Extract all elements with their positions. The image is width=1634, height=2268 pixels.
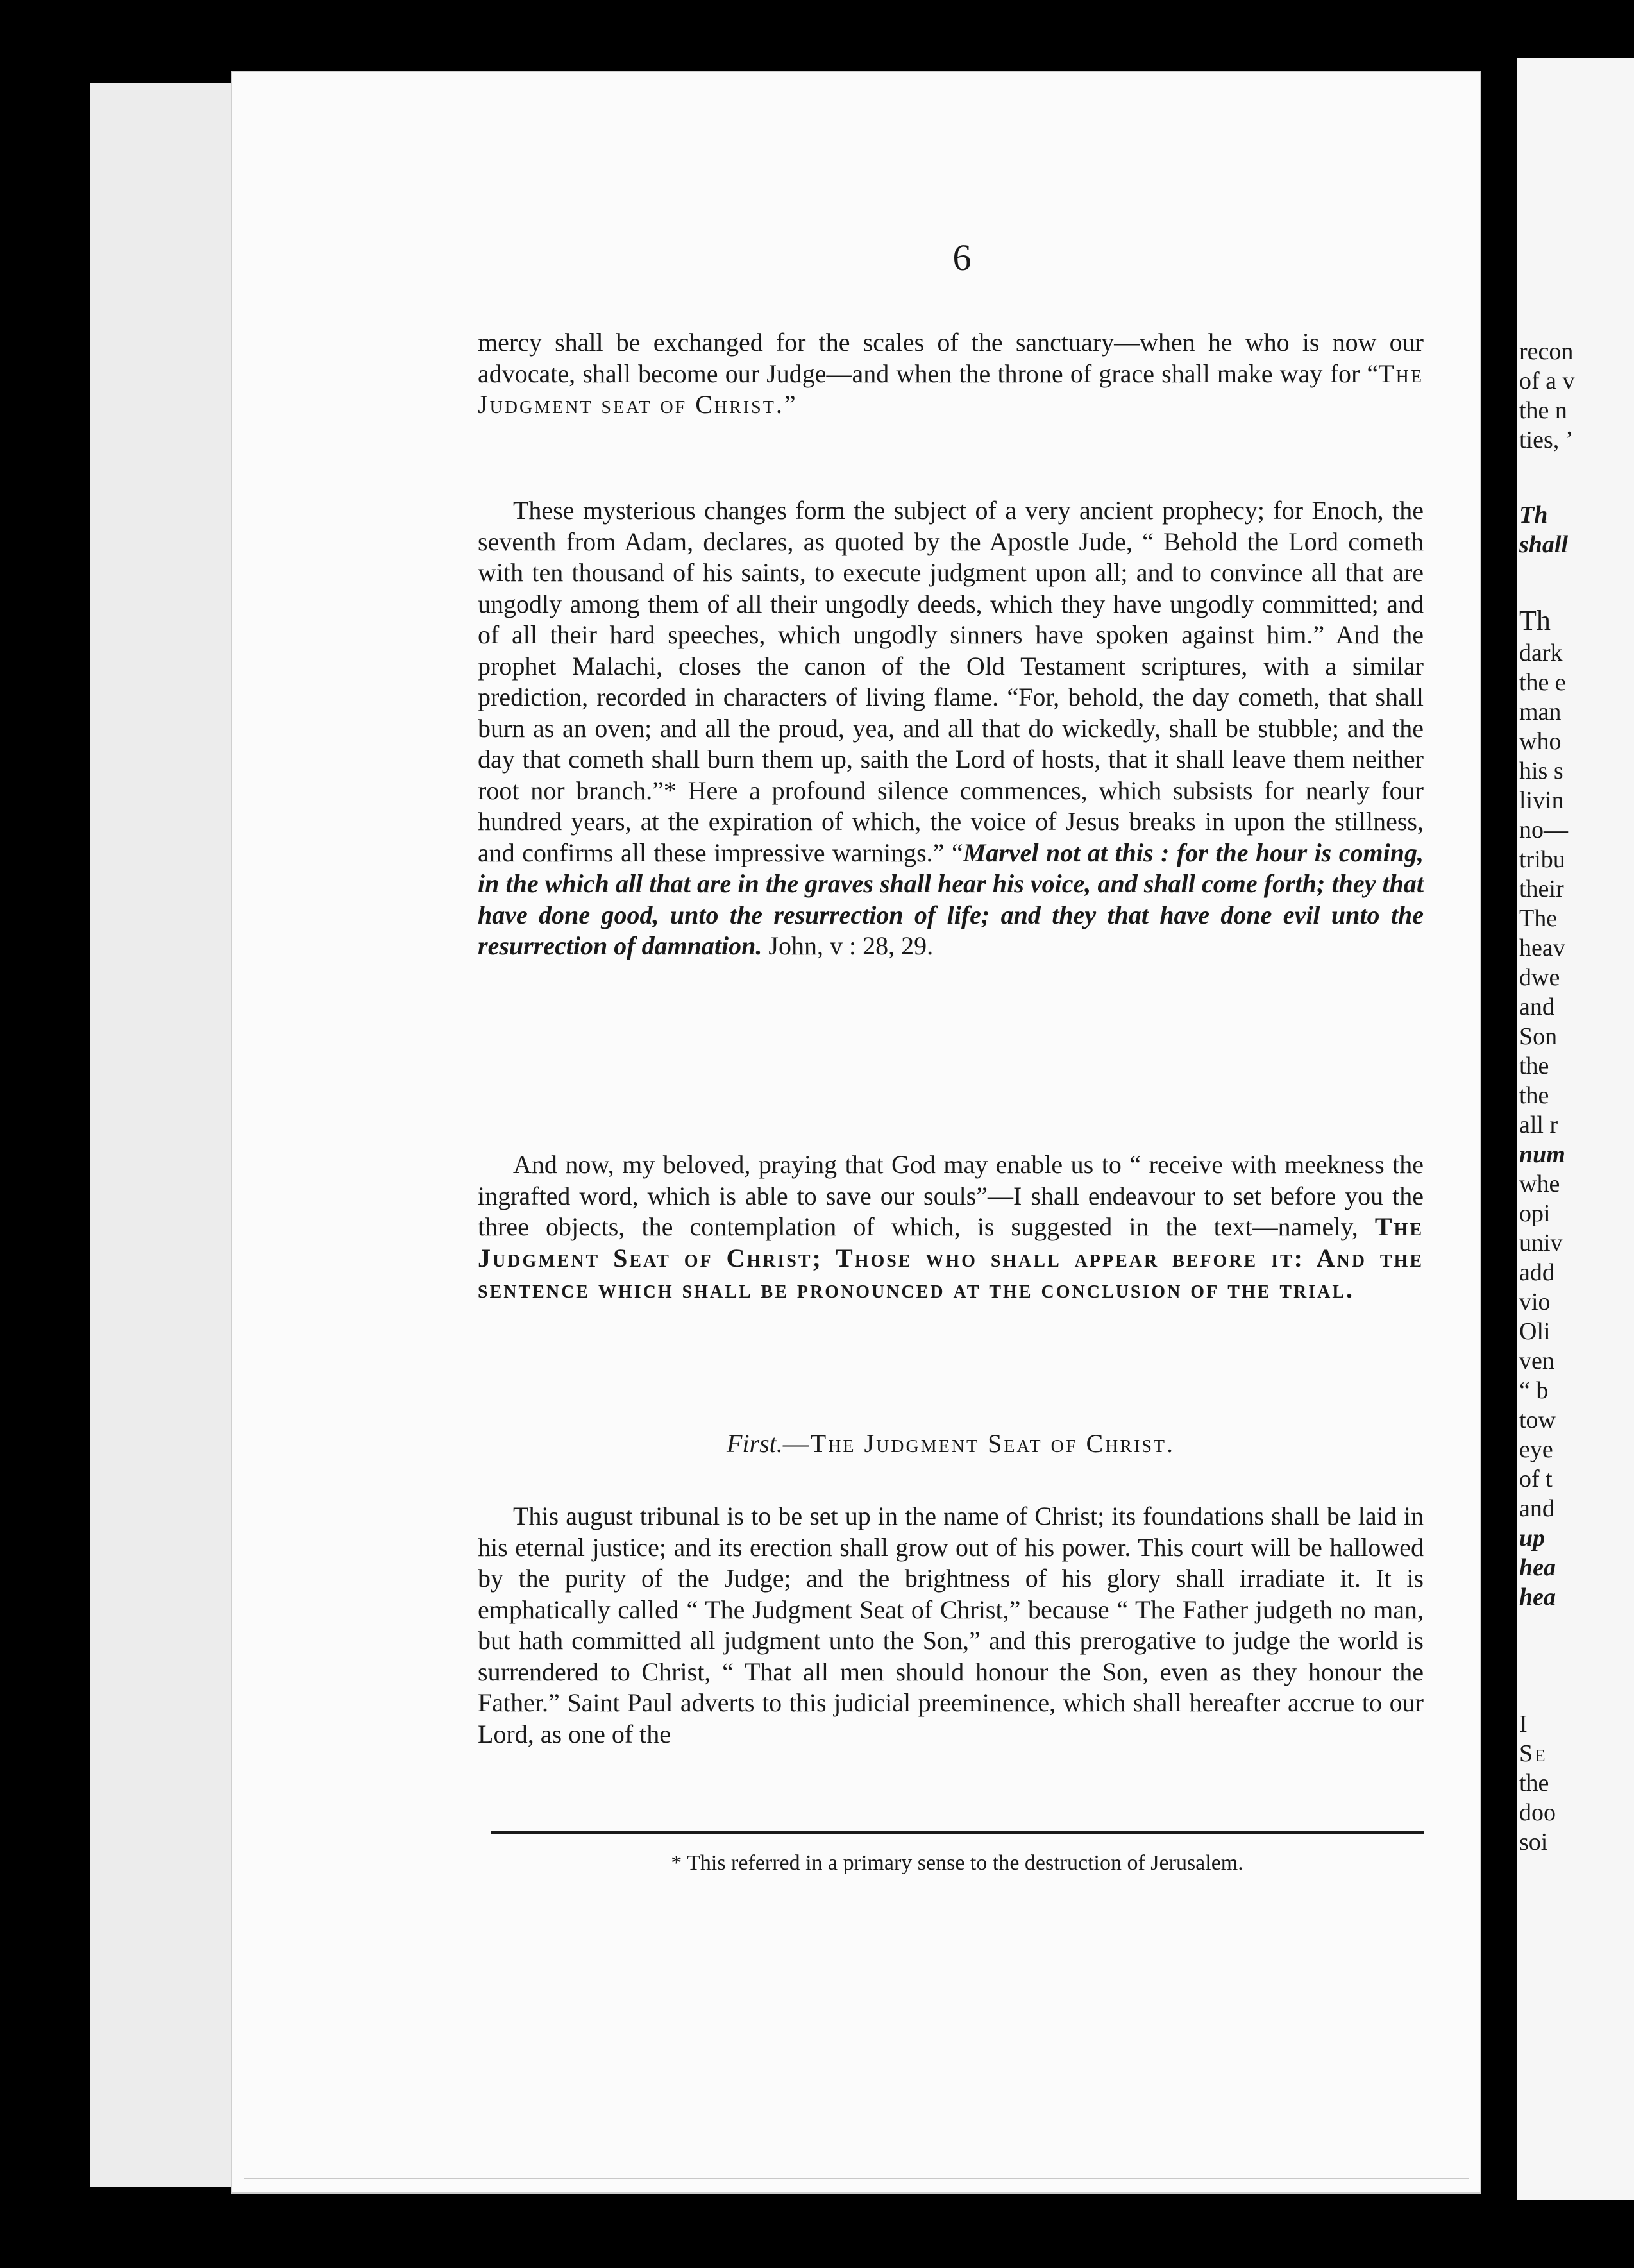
section-heading-title: —The Judgment Seat of Christ.: [782, 1429, 1175, 1458]
facing-page-line: heav: [1519, 935, 1565, 961]
facing-page-line: eye: [1519, 1436, 1553, 1463]
facing-page-line: “ b: [1519, 1377, 1549, 1404]
left-page-edge: [90, 83, 235, 2187]
scripture-quote: Marvel not at this : for the hour is coming, in the which all that are in the graves shall hear his voice, and shall come forth; they that have done good, unto the resurrection of life; and they that have done evil unto the resurrection of damnation.: [478, 838, 1424, 960]
section-heading: [478, 1428, 1424, 1459]
facing-page-line: of a v: [1519, 368, 1575, 394]
facing-page-line: univ: [1519, 1230, 1563, 1257]
facing-page-line: the: [1519, 1053, 1549, 1079]
facing-page-line: ties, ’: [1519, 427, 1574, 453]
facing-page-line: soi: [1519, 1829, 1548, 1856]
paragraph-1: [478, 327, 1424, 421]
paragraph-2-text: These mysterious changes form the subject of a very ancient prophecy; for Enoch, the seventh from Adam, declares, as quoted by the Apostle Jude, “ Behold the Lord cometh with ten thousand of his saints, to execute judgment upon all; and to convince all that are ungodly among them of all their ungodly deeds, which they have ungodly committed; and of all their hard speeches, which ungodly sinners have spoken against him.” And the prophet Malachi, closes the canon of the Old Testament scriptures, with a similar prediction, recorded in characters of living flame. “For, behold, the day cometh, that shall burn as an oven; and all the proud, yea, and all that do wickedly, shall be stubble; and the day that cometh shall burn them up, saith the Lord of hosts, that it shall leave them neither root nor branch.”* Here a profound silence commences, which subsists for nearly four hundred years, at the expiration of which, the voice of Jesus breaks in upon the stillness, and confirms all these impressive warnings.” “: [478, 496, 1424, 867]
facing-page-line: doo: [1519, 1799, 1556, 1826]
facing-page-line: the n: [1519, 397, 1567, 424]
page-bottom-edge: [244, 2178, 1469, 2179]
facing-page-line: and: [1519, 1495, 1554, 1522]
facing-page-line: tribu: [1519, 846, 1565, 873]
paragraph-3: [478, 1149, 1424, 1305]
facing-page-line: and: [1519, 994, 1554, 1020]
facing-page-line: of t: [1519, 1466, 1553, 1493]
facing-page-line: ven: [1519, 1348, 1554, 1375]
paragraph-2: [478, 495, 1424, 962]
facing-page-line: up: [1519, 1525, 1546, 1552]
section-heading-first: First.: [726, 1429, 783, 1458]
facing-page-line: hea: [1519, 1584, 1556, 1611]
facing-page-line: opi: [1519, 1200, 1551, 1227]
facing-page-line: num: [1519, 1141, 1565, 1168]
facing-page-line: their: [1519, 876, 1564, 902]
facing-page-line: no—: [1519, 817, 1568, 843]
facing-page-line: the e: [1519, 669, 1566, 696]
facing-page-line: dark: [1519, 639, 1563, 666]
facing-page-line: Oli: [1519, 1318, 1551, 1345]
paragraph-3-smallcaps: The Judgment Seat of Christ; Those who shall appear before it: And the sentence which shall be pronounced at the conclusion of the trial.: [478, 1212, 1424, 1303]
paragraph-4: This august tribunal is to be set up in the name of Christ; its foundations shall be laid in his eternal justice; and its erection shall grow out of his power. This court will be hallowed by the purity of the Judge; and the brightness of his glory shall irradiate it. It is emphatically called “ The Judgment Seat of Christ,” because “ The Father judgeth no man, but hath committed all judgment unto the Son,” and this prerogative to judge the world is surrendered to Christ, “ That all men should honour the Son, even as they honour the Father.” Saint Paul adverts to this judicial preeminence, which shall hereafter accrue to our Lord, as one of the: [478, 1502, 1424, 1748]
facing-page-edge: [1517, 58, 1634, 2200]
facing-page-line: add: [1519, 1259, 1554, 1286]
facing-page-line: shall: [1519, 531, 1569, 558]
facing-page-line: The: [1519, 905, 1558, 932]
facing-page-line: tow: [1519, 1407, 1556, 1434]
facing-page-line: livin: [1519, 787, 1564, 814]
paragraph-3-text: And now, my beloved, praying that God may enable us to “ receive with meekness the ingrafted word, which is able to save our souls”—I shall endeavour to set before you the three objects, the contemplation of which, is suggested in the text—namely,: [478, 1150, 1424, 1241]
facing-page-line: the: [1519, 1770, 1549, 1797]
footnote: * This referred in a primary sense to the destruction of Jerusalem.: [671, 1851, 1243, 1875]
facing-page-line: recon: [1519, 338, 1574, 365]
facing-page-line: I: [1519, 1711, 1528, 1738]
paragraph-1-smallcaps: The Judgment seat of Christ.: [478, 359, 1424, 419]
page-number: 6: [952, 237, 972, 278]
facing-page-line: Th: [1519, 605, 1551, 636]
scripture-citation: John, v : 28, 29.: [762, 931, 934, 960]
facing-page-line: whe: [1519, 1171, 1560, 1197]
facing-page-line: hea: [1519, 1554, 1556, 1581]
paragraph-1-close: ”: [784, 390, 796, 419]
facing-page-line: Th: [1519, 502, 1548, 529]
facing-page-line: Son: [1519, 1023, 1558, 1050]
facing-page-line: vio: [1519, 1289, 1551, 1316]
facing-page-line: who: [1519, 728, 1562, 755]
facing-page-line: all r: [1519, 1112, 1558, 1138]
facing-page-line: the: [1519, 1082, 1549, 1109]
facing-page-line: Se: [1519, 1740, 1547, 1767]
facing-page-line: dwe: [1519, 964, 1560, 991]
facing-page-line: his s: [1519, 757, 1563, 784]
facing-page-line: man: [1519, 698, 1562, 725]
paragraph-1-text: mercy shall be exchanged for the scales of the sanctuary—when he who is now our advocate, shall become our Judge—and when the throne of grace shall make way for “: [478, 328, 1424, 388]
footnote-rule: [491, 1831, 1424, 1834]
